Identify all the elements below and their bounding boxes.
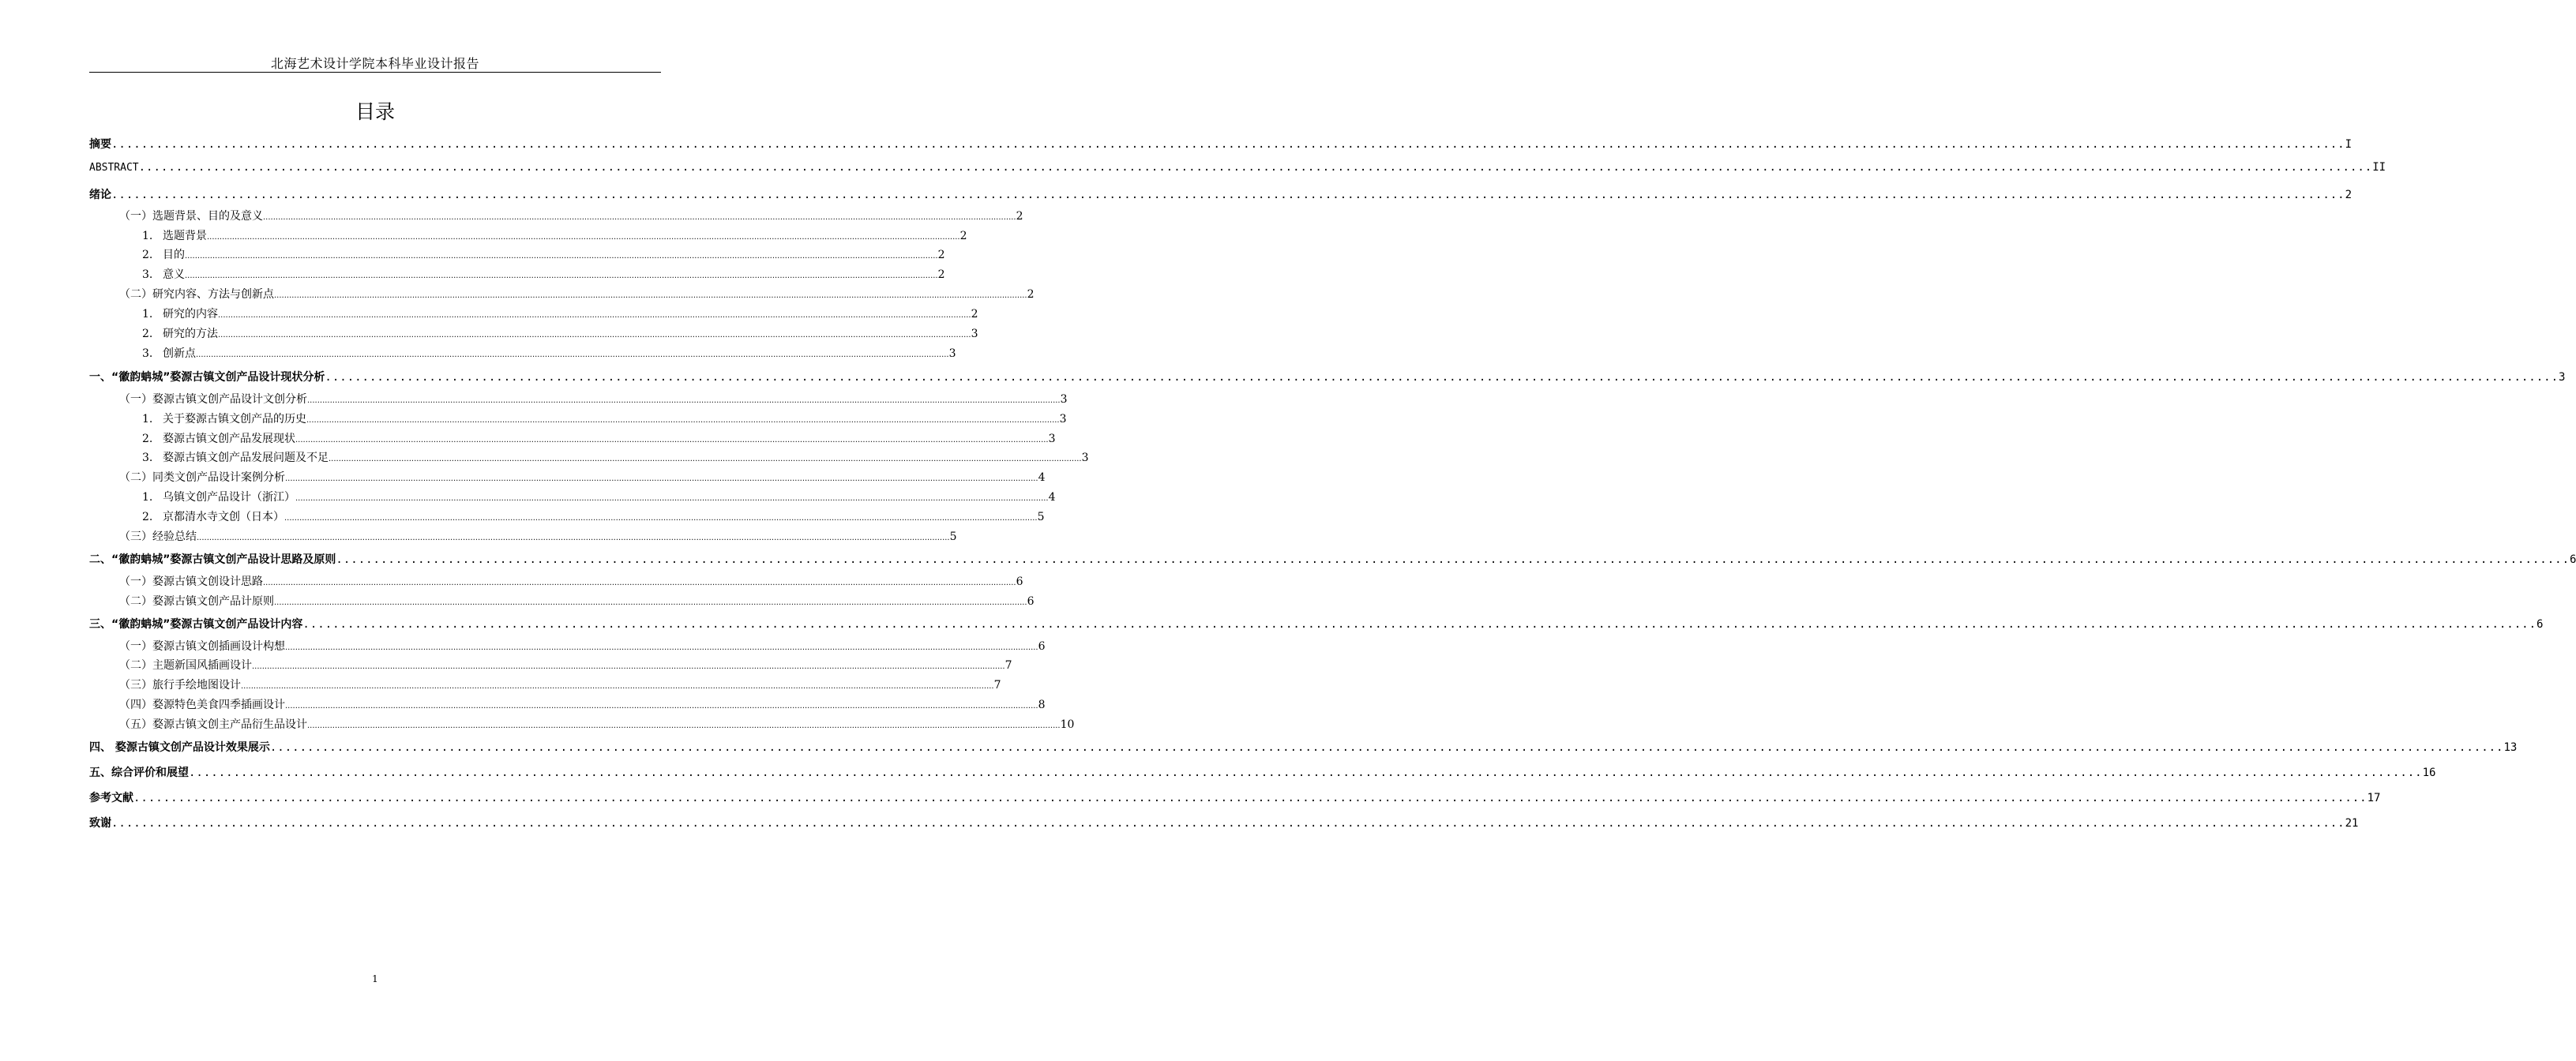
- toc-page-number: 5: [949, 530, 957, 543]
- toc-leader: ............................................................................................................................................................................................................................................................................................................: [196, 351, 949, 359]
- toc-page-number: 13: [2503, 741, 2518, 754]
- toc-page-number: 3: [1059, 413, 1067, 426]
- toc-page-number: 5: [1037, 511, 1045, 523]
- toc-page-number: 2: [2345, 189, 2353, 201]
- toc-entry[interactable]: [142, 266, 945, 282]
- toc-entry-number: 3.: [142, 452, 153, 464]
- toc-entry-label: （四）婺源特色美食四季插画设计: [119, 699, 285, 711]
- toc-entry-label: （二）婺源古镇文创产品计原则: [119, 595, 274, 608]
- page-title: 目录: [355, 100, 395, 123]
- toc-entry-references[interactable]: [89, 789, 2381, 805]
- toc-entry-label: 目的: [163, 249, 185, 261]
- toc-entry[interactable]: [142, 489, 1056, 504]
- toc-entry-label: 五、综合评价和展望: [89, 767, 189, 779]
- toc-entry-label: 乌镇文创产品设计（浙江）: [163, 491, 295, 504]
- toc-page-number: 2: [971, 308, 978, 321]
- toc-entry[interactable]: [119, 593, 1035, 609]
- toc-page-number: 7: [993, 679, 1001, 692]
- toc-page-number: 17: [2367, 792, 2381, 804]
- toc-entry-label: 摘要: [89, 138, 111, 151]
- toc-entry-label: 四、 婺源古镇文创产品设计效果展示: [89, 741, 270, 754]
- toc-entry-label: （五）婺源古镇文创主产品衍生品设计: [119, 718, 307, 731]
- toc-leader: ............................................................................................................................................................................................................................................................................................................: [185, 272, 938, 280]
- toc-entry[interactable]: [119, 677, 1001, 692]
- toc-entry-number: 2.: [142, 433, 153, 445]
- toc-entry-label: 婺源古镇文创产品发展现状: [163, 433, 295, 445]
- toc-entry-label: （三）旅行手绘地图设计: [119, 679, 241, 692]
- toc-entry-label: 致谢: [89, 817, 111, 830]
- toc-leader: ............................................................................................................................................................................................................................................................................................................: [218, 331, 971, 339]
- toc-entry[interactable]: [119, 391, 1068, 407]
- toc-page-number: 2: [937, 268, 945, 281]
- toc-entry-label: 意义: [163, 268, 185, 281]
- toc-page-number: 4: [1038, 471, 1046, 484]
- toc-leader: ............................................................................................................................................................................................................................................................................................................: [111, 817, 2345, 830]
- toc-entry-chapter-2[interactable]: [89, 551, 2576, 567]
- toc-entry-label: （一）婺源古镇文创设计思路: [119, 575, 263, 588]
- toc-leader: ............................................................................................................................................................................................................................................................................................................: [138, 161, 2373, 174]
- toc-entry-label: （三）经验总结: [119, 530, 197, 543]
- toc-entry-chapter-5[interactable]: [89, 764, 2436, 780]
- toc-entry-label: （一）婺源古镇文创插画设计构想: [119, 640, 285, 653]
- toc-entry[interactable]: [119, 469, 1046, 485]
- toc-entry-label: 关于婺源古镇文创产品的历史: [163, 413, 306, 426]
- toc-entry-number: 3.: [142, 268, 153, 281]
- toc-page-number: 10: [1060, 718, 1075, 731]
- toc-entry[interactable]: [142, 411, 1067, 426]
- toc-page-number: 7: [1004, 659, 1012, 672]
- toc-page-number: 3: [2559, 371, 2566, 384]
- toc-entry[interactable]: [119, 528, 957, 544]
- toc-leader: ............................................................................................................................................................................................................................................................................................................: [269, 741, 2504, 754]
- toc-entry-number: 2.: [142, 249, 153, 261]
- toc-entry-label: 研究的方法: [163, 328, 218, 340]
- toc-entry-label: 选题背景: [163, 230, 207, 242]
- toc-leader: ............................................................................................................................................................................................................................................................................................................: [189, 767, 2423, 779]
- toc-entry[interactable]: [119, 638, 1046, 654]
- toc-leader: ............................................................................................................................................................................................................................................................................................................: [285, 643, 1038, 652]
- toc-entry[interactable]: [142, 345, 956, 361]
- toc-entry-chapter-3[interactable]: [89, 616, 2544, 632]
- toc-entry-label: 一、“徽韵蚺城”婺源古镇文创产品设计现状分析: [89, 371, 325, 384]
- toc-entry-label: 三、“徽韵蚺城”婺源古镇文创产品设计内容: [89, 618, 303, 631]
- toc-entry[interactable]: [119, 696, 1046, 712]
- toc-leader: ............................................................................................................................................................................................................................................................................................................: [285, 474, 1038, 483]
- toc-entry[interactable]: [119, 573, 1023, 589]
- toc-leader: ............................................................................................................................................................................................................................................................................................................: [274, 598, 1027, 607]
- toc-page-number: 2: [1016, 210, 1023, 223]
- toc-page-number: 6: [1027, 595, 1035, 608]
- toc-entry-label: 参考文献: [89, 792, 133, 804]
- toc-leader: ............................................................................................................................................................................................................................................................................................................: [241, 682, 994, 691]
- toc-entry-label: 京都清水寺文创（日本）: [163, 511, 284, 523]
- toc-page-number: 3: [971, 328, 978, 340]
- toc-entry-label: 绪论: [89, 189, 111, 201]
- toc-page-number: 2: [959, 230, 967, 242]
- toc-leader: ............................................................................................................................................................................................................................................................................................................: [111, 189, 2345, 201]
- toc-leader: ............................................................................................................................................................................................................................................................................................................: [302, 618, 2537, 631]
- toc-page-number: 16: [2422, 767, 2436, 779]
- toc-page-number: 4: [1048, 491, 1056, 504]
- toc-page-number: 3: [1060, 393, 1068, 406]
- toc-leader: ............................................................................................................................................................................................................................................................................................................: [207, 233, 960, 242]
- running-header: 北海艺术设计学院本科毕业设计报告: [270, 56, 479, 71]
- toc-page-number: 6: [1038, 640, 1046, 653]
- toc-entry[interactable]: [119, 286, 1035, 302]
- toc-leader: ............................................................................................................................................................................................................................................................................................................: [218, 311, 971, 320]
- toc-entry-abstract-cn[interactable]: [89, 136, 2353, 152]
- toc-entry-number: 3.: [142, 347, 153, 360]
- toc-entry-label: 婺源古镇文创产品发展问题及不足: [163, 452, 329, 464]
- toc-leader: ............................................................................................................................................................................................................................................................................................................: [263, 213, 1016, 222]
- toc-entry-label: （一）婺源古镇文创产品设计文创分析: [119, 393, 307, 406]
- toc-entry[interactable]: [142, 430, 1056, 446]
- toc-entry[interactable]: [142, 325, 978, 341]
- toc-entry-label: 创新点: [163, 347, 196, 360]
- toc-entry-number: 1.: [142, 413, 153, 426]
- toc-entry-number: 1.: [142, 491, 153, 504]
- toc-entry-abstract-en[interactable]: [89, 161, 2386, 174]
- toc-entry[interactable]: [142, 306, 978, 321]
- toc-page-number: 21: [2345, 817, 2359, 830]
- toc-page-number: 6: [2570, 553, 2576, 566]
- toc-leader: ............................................................................................................................................................................................................................................................................................................: [263, 579, 1016, 587]
- toc-leader: ............................................................................................................................................................................................................................................................................................................: [329, 455, 1082, 463]
- toc-page-number: 2: [937, 249, 945, 261]
- toc-leader: ............................................................................................................................................................................................................................................................................................................: [133, 792, 2368, 804]
- toc-entry-label: （二）同类文创产品设计案例分析: [119, 471, 285, 484]
- toc-entry-chapter-1[interactable]: [89, 369, 2566, 384]
- toc-entry-label: ABSTRACT: [89, 162, 139, 174]
- toc-leader: ............................................................................................................................................................................................................................................................................................................: [307, 722, 1061, 730]
- toc-entry-number: 2.: [142, 328, 153, 340]
- toc-page-number: 3: [948, 347, 956, 360]
- toc-leader: ............................................................................................................................................................................................................................................................................................................: [274, 291, 1027, 300]
- toc-entry-number: 1.: [142, 308, 153, 321]
- toc-page-number: 6: [1016, 575, 1023, 588]
- toc-entry-label: （一）选题背景、目的及意义: [119, 210, 263, 223]
- toc-entry[interactable]: [142, 227, 967, 243]
- toc-entry[interactable]: [142, 246, 945, 262]
- toc-entry[interactable]: [142, 508, 1045, 524]
- toc-leader: ............................................................................................................................................................................................................................................................................................................: [336, 553, 2570, 566]
- toc-entry[interactable]: [142, 449, 1089, 465]
- toc-page-number: 3: [1048, 433, 1056, 445]
- toc-entry[interactable]: [119, 716, 1075, 732]
- toc-leader: ............................................................................................................................................................................................................................................................................................................: [307, 396, 1061, 405]
- toc-entry-acknowledgements[interactable]: [89, 815, 2359, 830]
- toc-entry-label: 研究的内容: [163, 308, 218, 321]
- toc-leader: ............................................................................................................................................................................................................................................................................................................: [295, 436, 1049, 444]
- toc-entry-chapter-4[interactable]: [89, 739, 2518, 755]
- toc-leader: ............................................................................................................................................................................................................................................................................................................: [197, 534, 950, 542]
- header-rule: [89, 72, 661, 73]
- toc-entry[interactable]: [119, 657, 1012, 673]
- toc-entry-label: （二）研究内容、方法与创新点: [119, 288, 274, 301]
- toc-page-number: II: [2372, 161, 2386, 174]
- toc-leader: ............................................................................................................................................................................................................................................................................................................: [295, 494, 1049, 503]
- page-number: 1: [372, 973, 378, 984]
- toc-entry[interactable]: [119, 208, 1023, 223]
- toc-entry-number: 2.: [142, 511, 153, 523]
- toc-leader: ............................................................................................................................................................................................................................................................................................................: [111, 138, 2345, 151]
- toc-page-number: 3: [1081, 452, 1089, 464]
- toc-leader: ............................................................................................................................................................................................................................................................................................................: [325, 371, 2559, 384]
- toc-entry-label: （二）主题新国风插画设计: [119, 659, 252, 672]
- toc-leader: ............................................................................................................................................................................................................................................................................................................: [284, 514, 1038, 523]
- toc-leader: ............................................................................................................................................................................................................................................................................................................: [185, 252, 938, 261]
- toc-page-number: 2: [1027, 288, 1035, 301]
- toc-leader: ............................................................................................................................................................................................................................................................................................................: [252, 662, 1005, 671]
- toc-entry-introduction[interactable]: [89, 186, 2353, 202]
- toc-page-number: 8: [1038, 699, 1046, 711]
- toc-entry-label: 二、“徽韵蚺城”婺源古镇文创产品设计思路及原则: [89, 553, 336, 566]
- toc-entry-number: 1.: [142, 230, 153, 242]
- toc-page-number: 6: [2537, 618, 2544, 631]
- toc-page-number: I: [2345, 138, 2353, 151]
- toc-leader: ............................................................................................................................................................................................................................................................................................................: [306, 416, 1060, 425]
- toc-leader: ............................................................................................................................................................................................................................................................................................................: [285, 702, 1038, 710]
